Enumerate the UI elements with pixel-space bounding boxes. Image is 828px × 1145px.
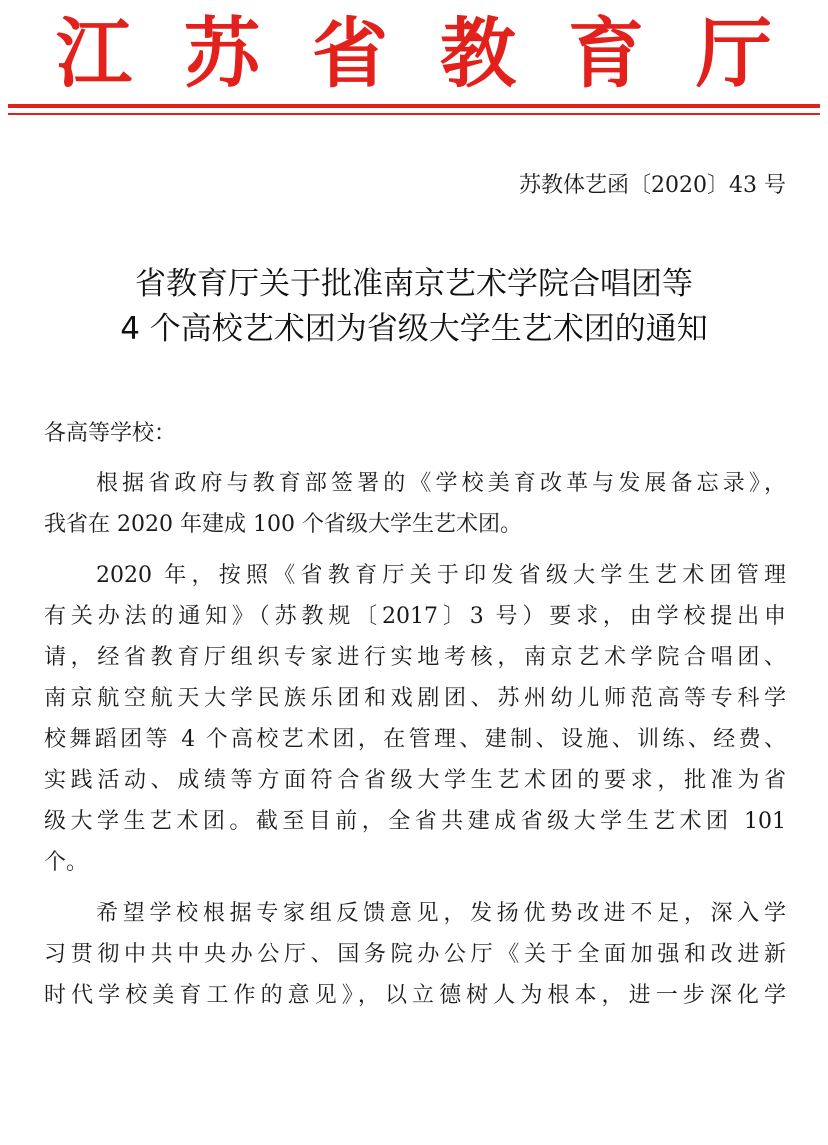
- agency-masthead: 江苏省教育厅: [56, 9, 824, 98]
- masthead-rule-thin: [8, 113, 820, 115]
- paragraph-line: 校舞蹈团等 4 个高校艺术团，在管理、建制、设施、训练、经费、: [44, 727, 786, 752]
- title-line-2: 4 个高校艺术团为省级大学生艺术团的通知: [120, 311, 708, 347]
- paragraph-line: 习贯彻中共中央办公厅、国务院办公厅《关于全面加强和改进新: [44, 942, 786, 967]
- paragraph-line: 实践活动、成绩等方面符合省级大学生艺术团的要求，批准为省: [44, 768, 786, 793]
- paragraph-line: 个。: [44, 850, 89, 875]
- masthead-rule-thick: [8, 104, 820, 108]
- paragraph-line: 有关办法的通知》（苏教规〔2017〕3 号）要求，由学校提出申: [44, 604, 786, 629]
- paragraph-line: 我省在 2020 年建成 100 个省级大学生艺术团。: [44, 512, 522, 537]
- paragraph-line: 时代学校美育工作的意见》，以立德树人为根本，进一步深化学: [44, 983, 786, 1008]
- paragraph-3: [44, 893, 786, 1016]
- paragraph-1: [44, 463, 786, 545]
- document-number: 苏教体艺函〔2020〕43 号: [519, 173, 786, 198]
- paragraph-line: 根据省政府与教育部签署的《学校美育改革与发展备忘录》，: [96, 471, 786, 496]
- paragraph-line: 南京航空航天大学民族乐团和戏剧团、苏州幼儿师范高等专科学: [44, 686, 786, 711]
- paragraph-2: [44, 555, 786, 883]
- paragraph-line: 请，经省教育厅组织专家进行实地考核，南京艺术学院合唱团、: [44, 645, 786, 670]
- paragraph-line: 希望学校根据专家组反馈意见，发扬优势改进不足，深入学: [96, 901, 786, 926]
- paragraph-line: 2020 年，按照《省教育厅关于印发省级大学生艺术团管理: [96, 563, 786, 588]
- document-body: [44, 463, 786, 1026]
- paragraph-line: 级大学生艺术团。截至目前，全省共建成省级大学生艺术团 101: [44, 809, 786, 834]
- document-title: [0, 262, 828, 352]
- title-line-1: 省教育厅关于批准南京艺术学院合唱团等: [135, 266, 693, 302]
- salutation: 各高等学校：: [44, 421, 177, 446]
